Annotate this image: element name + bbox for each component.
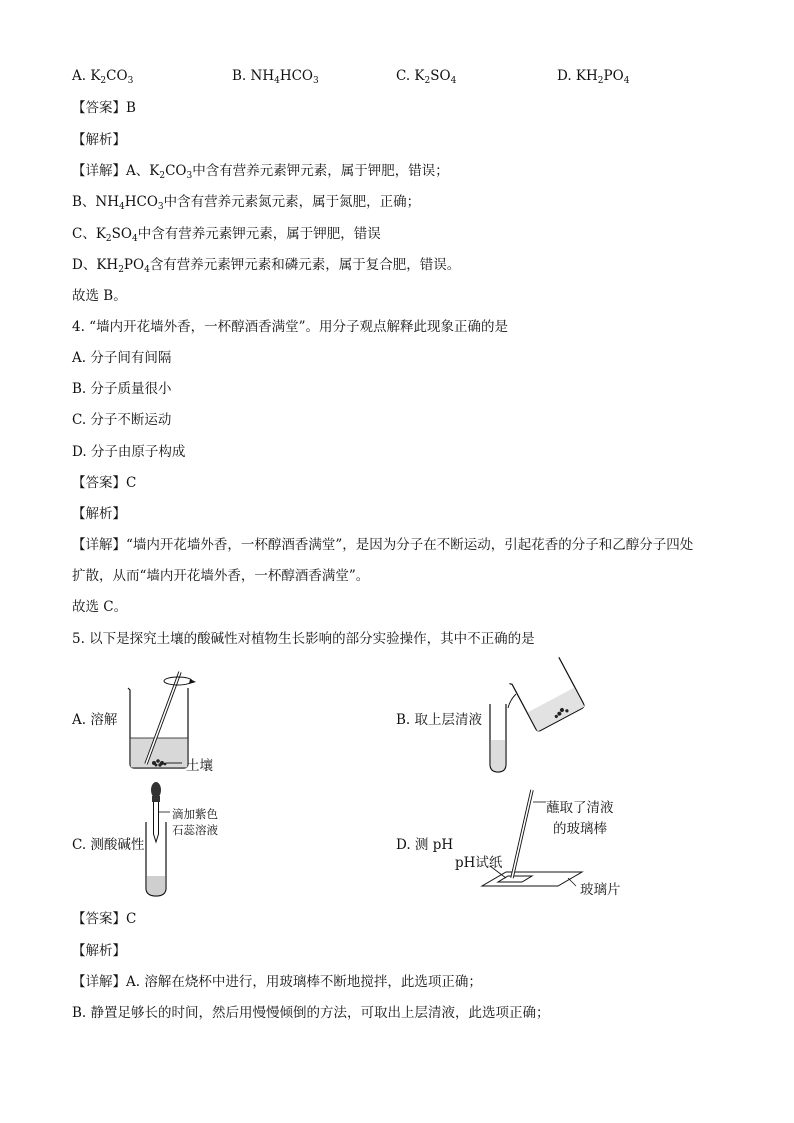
q3-option-c: C. $K_2SO_4$	[396, 68, 457, 86]
q4-option-c: C. 分子不断运动	[72, 412, 172, 428]
q4-answer: 【答案】C	[72, 475, 137, 491]
q4-detail-line-1: 【详解】“墙内开花墙外香，一杯醇酒香满堂”，是因为分子在不断运动，引起花香的分子和乙醇分子四处	[72, 537, 694, 553]
q3-option-a: A. $K_2CO_3$	[72, 68, 134, 86]
q5-question: 5. 以下是探究土壤的酸碱性对植物生长影响的部分实验操作，其中不正确的是	[72, 631, 535, 647]
q4-option-a: A. 分子间有间隔	[72, 350, 172, 366]
q5-fig-d-label-glass-slide: 玻璃片	[580, 882, 621, 898]
q5-fig-a-label-soil: 土壤	[186, 758, 213, 774]
q4-option-d: D. 分子由原子构成	[72, 444, 186, 460]
q3-detail-a: 【详解】A、$K_2CO_3$中含有营养元素钾元素，属于钾肥，错误；	[72, 163, 449, 181]
q3-analysis-heading: 【解析】	[72, 132, 126, 148]
pouring-liquid-figure	[480, 656, 590, 776]
q3-detail-c: C、$K_2SO_4$中含有营养元素钾元素，属于钾肥，错误	[72, 226, 381, 244]
q3-conclusion: 故选 B。	[72, 288, 127, 304]
q5-fig-d-label-rod-line-2: 的玻璃棒	[553, 821, 607, 837]
q3-answer: 【答案】B	[72, 100, 136, 116]
q5-option-a: A. 溶解	[72, 712, 118, 728]
q4-detail-line-2: 扩散，从而“墙内开花墙外香，一杯醇酒香满堂”。	[72, 568, 370, 584]
q5-option-c: C. 测酸碱性	[72, 837, 145, 853]
q5-detail-line-1: 【详解】A. 溶解在烧杯中进行，用玻璃棒不断地搅拌，此选项正确；	[72, 974, 482, 990]
q4-question: 4. “墙内开花墙外香，一杯醇酒香满堂”。用分子观点解释此现象正确的是	[72, 319, 508, 335]
q5-fig-d-label-rod-line-1: 蘸取了清液	[546, 800, 614, 816]
beaker-stirring-figure	[120, 668, 230, 778]
q3-detail-b: B、$NH_4HCO_3$中含有营养元素氮元素，属于氮肥，正确；	[72, 194, 421, 212]
q5-fig-c-label-line-2: 石蕊溶液	[172, 823, 218, 837]
q5-option-b: B. 取上层清液	[396, 712, 483, 728]
q5-answer: 【答案】C	[72, 911, 137, 927]
q4-conclusion: 故选 C。	[72, 599, 128, 615]
q5-option-d: D. 测 pH	[396, 837, 454, 853]
q4-option-b: B. 分子质量很小	[72, 381, 172, 397]
q3-detail-d: D、$KH_2PO_4$含有营养元素钾元素和磷元素，属于复合肥，错误。	[72, 257, 461, 275]
q5-analysis-heading: 【解析】	[72, 943, 126, 959]
q5-fig-c-label-line-1: 滴加紫色	[172, 807, 218, 821]
q5-detail-line-2: B. 静置足够长的时间，然后用慢慢倾倒的方法，可取出上层清液，此选项正确；	[72, 1005, 550, 1021]
q3-option-b: B. $NH_4HCO_3$	[232, 68, 319, 86]
q5-fig-d-label-ph-paper: pH试纸	[455, 855, 503, 871]
q3-option-d: D. $KH_2PO_4$	[557, 68, 630, 86]
q4-analysis-heading: 【解析】	[72, 506, 126, 522]
